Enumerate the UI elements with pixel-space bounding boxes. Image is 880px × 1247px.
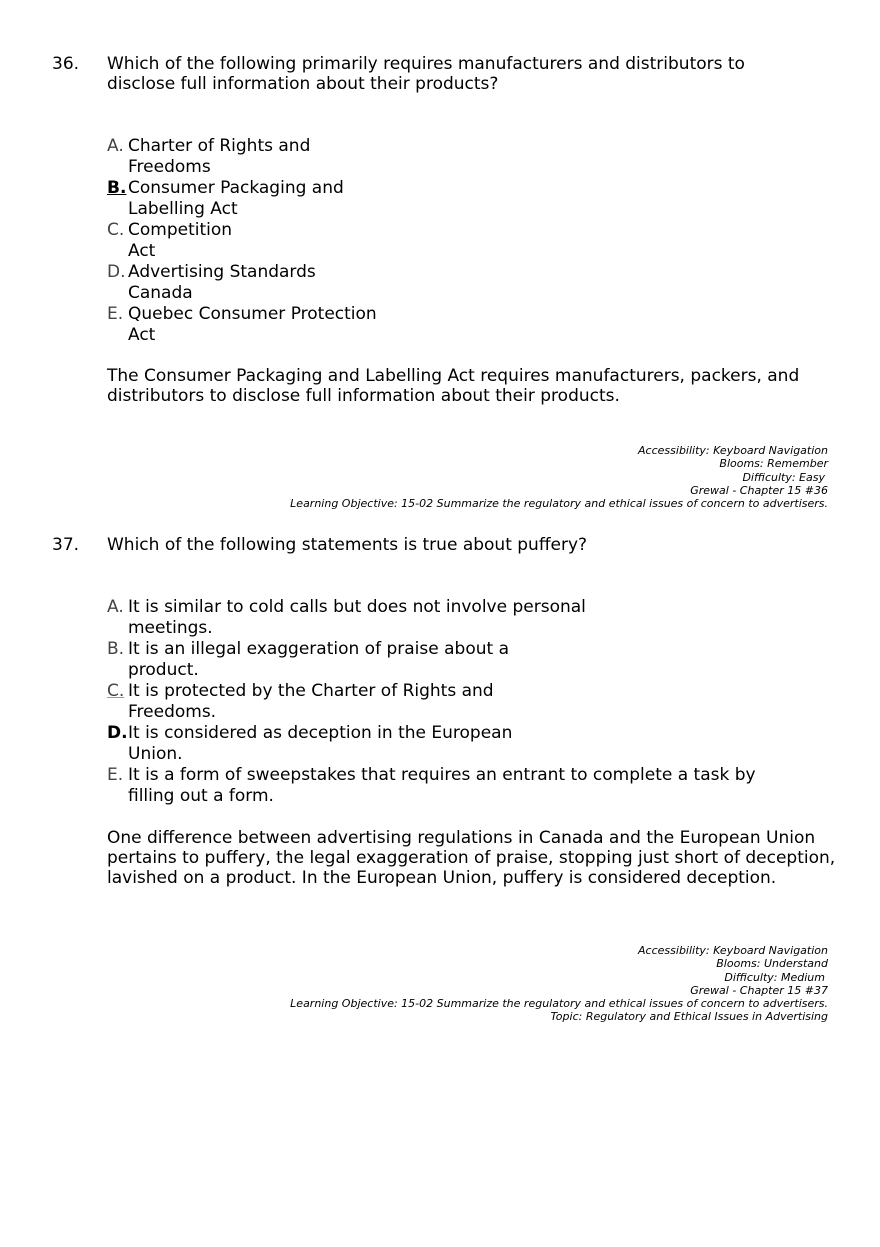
question-metadata xyxy=(290,444,828,510)
option-text-line: It is protected by the Charter of Rights and xyxy=(128,681,494,701)
meta-blooms: Blooms: Remember xyxy=(719,457,828,471)
correct-option-letter: D. xyxy=(107,723,128,743)
option-d xyxy=(107,723,756,764)
option-c xyxy=(107,220,377,261)
option-a xyxy=(107,136,377,177)
option-text-line: meetings. xyxy=(128,617,213,638)
option-letter: D. xyxy=(107,262,126,282)
question-text: Which of the following primarily requires manufacturers and distributors to disclose full information about their products? xyxy=(107,54,745,94)
meta-objective: Learning Objective: 15-02 Summarize the regulatory and ethical issues of concern to advertisers. xyxy=(290,997,828,1011)
option-text-line: Advertising Standards xyxy=(128,262,316,282)
explanation: The Consumer Packaging and Labelling Act requires manufacturers, packers, and distributors to disclose full information about their products. xyxy=(107,366,800,406)
meta-topic: Topic: Regulatory and Ethical Issues in Advertising xyxy=(550,1010,828,1024)
option-letter: C. xyxy=(107,220,125,240)
option-text-line: filling out a form. xyxy=(128,785,274,806)
option-letter: E. xyxy=(107,304,124,324)
option-text-line: Freedoms xyxy=(128,156,211,177)
option-b xyxy=(107,639,756,680)
meta-accessibility: Accessibility: Keyboard Navigation xyxy=(638,444,828,457)
option-text-line: It is considered as deception in the European xyxy=(128,723,513,743)
answer-options xyxy=(107,136,377,346)
question-number: 37. xyxy=(52,535,80,555)
option-a xyxy=(107,597,756,638)
explanation: One difference between advertising regulations in Canada and the European Union pertains to puffery, the legal exaggeration of praise, stopping just short of deception, lavished on a product. In the European Union, puffery is considered deception. xyxy=(107,828,836,888)
option-d xyxy=(107,262,377,303)
meta-accessibility: Accessibility: Keyboard Navigation xyxy=(638,944,828,957)
meta-objective: Learning Objective: 15-02 Summarize the regulatory and ethical issues of concern to advertisers. xyxy=(290,497,828,511)
meta-blooms: Blooms: Understand xyxy=(716,957,828,971)
meta-difficulty: Difficulty: Medium xyxy=(724,970,825,984)
option-e xyxy=(107,765,756,806)
option-text-line: Act xyxy=(128,324,156,345)
option-text-line: Consumer Packaging and xyxy=(128,178,344,198)
option-c xyxy=(107,681,756,722)
option-letter: B. xyxy=(107,639,125,659)
option-text-line: It is similar to cold calls but does not involve personal xyxy=(128,597,586,617)
option-text-line: Union. xyxy=(128,743,183,764)
meta-difficulty: Difficulty: Easy xyxy=(742,470,825,484)
answer-options xyxy=(107,597,756,807)
option-text-line: Charter of Rights and xyxy=(128,136,311,156)
option-text-line: Labelling Act xyxy=(128,198,238,219)
option-letter: A. xyxy=(107,136,124,156)
question-text: Which of the following statements is true about puffery? xyxy=(107,535,588,555)
meta-chapter: Grewal - Chapter 15 #36 xyxy=(690,483,828,497)
option-text-line: It is an illegal exaggeration of praise about a xyxy=(128,639,509,659)
option-letter: C. xyxy=(107,681,125,701)
option-b xyxy=(107,178,377,219)
option-text-line: Act xyxy=(128,240,156,261)
option-text-line: product. xyxy=(128,659,199,680)
option-text-line: It is a form of sweepstakes that requires an entrant to complete a task by xyxy=(128,765,756,785)
option-text-line: Freedoms. xyxy=(128,701,217,722)
option-text-line: Quebec Consumer Protection xyxy=(128,304,377,324)
option-text-line: Competition xyxy=(128,220,233,240)
correct-option-letter: B. xyxy=(107,178,127,198)
option-letter: E. xyxy=(107,765,124,785)
option-letter: A. xyxy=(107,597,124,617)
option-text-line: Canada xyxy=(128,282,193,303)
meta-chapter: Grewal - Chapter 15 #37 xyxy=(690,983,828,997)
question-number: 36. xyxy=(52,54,80,74)
question-metadata xyxy=(290,944,828,1024)
option-e xyxy=(107,304,377,345)
